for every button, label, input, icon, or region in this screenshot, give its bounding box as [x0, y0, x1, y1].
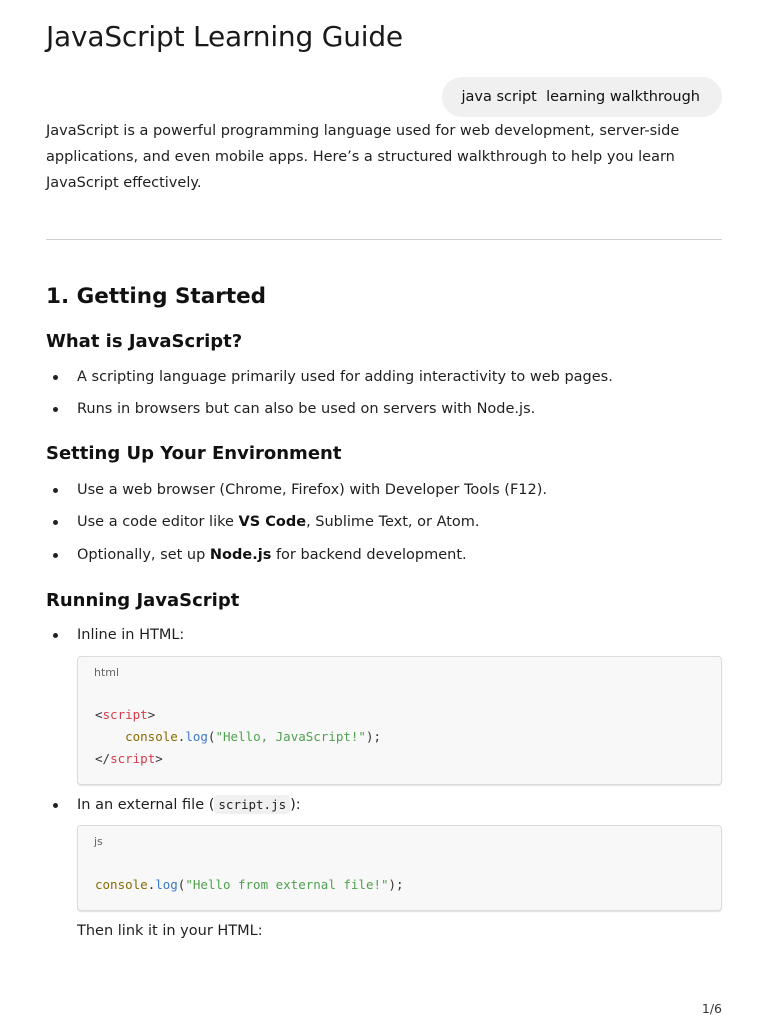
code-content	[95, 704, 381, 770]
bullet-icon	[53, 407, 58, 412]
bullet-icon	[53, 375, 58, 380]
subheading-setting-up-environment: Setting Up Your Environment	[46, 443, 342, 464]
bold-text-vs-code: VS Code	[238, 514, 307, 530]
subheading-running-javascript: Running JavaScript	[46, 590, 240, 611]
page-number: 1/6	[701, 1001, 722, 1016]
list-item-text: A scripting language primarily used for adding interactivity to web pages.	[77, 369, 613, 385]
code-token: log	[185, 729, 208, 744]
code-token: (	[177, 877, 186, 892]
subheading-what-is-javascript: What is JavaScript?	[46, 331, 243, 352]
inline-code-filename: script.js	[214, 795, 290, 814]
list-item-text: Runs in browsers but can also be used on servers with Node.js.	[77, 401, 536, 417]
list-item-text	[77, 794, 301, 816]
code-token: );	[388, 877, 404, 892]
list-item-text	[77, 544, 467, 566]
code-token: console	[125, 729, 178, 744]
code-content	[95, 874, 404, 896]
code-token: .	[147, 877, 156, 892]
code-token: script	[110, 751, 156, 766]
intro-paragraph: JavaScript is a powerful programming language used for web development, server-side applications, and even mobile apps. Here’s a structured walkthrough to help you learn JavaScript effectively.	[46, 123, 680, 191]
code-token: .	[177, 729, 186, 744]
code-language-label: html	[94, 666, 120, 679]
text-segment: ):	[290, 797, 301, 813]
code-token: </	[95, 751, 111, 766]
text-segment: Optionally, set up	[77, 547, 210, 563]
query-chip[interactable]: java script learning walkthrough	[442, 77, 722, 117]
text-segment: for backend development.	[271, 547, 467, 563]
text-segment: In an external file (	[77, 797, 215, 813]
code-token: "Hello from external file!"	[185, 877, 389, 892]
code-token: );	[365, 729, 382, 744]
code-block-html[interactable]	[77, 656, 722, 785]
list-item-text: Inline in HTML:	[77, 627, 185, 643]
code-token: >	[155, 751, 163, 766]
code-token: console	[95, 877, 148, 892]
section-heading-getting-started: 1. Getting Started	[46, 284, 267, 309]
bullet-icon	[53, 633, 58, 638]
bullet-icon	[53, 803, 58, 808]
code-block-js[interactable]	[77, 825, 722, 911]
text-segment: Use a code editor like	[77, 514, 239, 530]
bullet-icon	[53, 553, 58, 558]
code-token: log	[155, 877, 178, 892]
page-title: JavaScript Learning Guide	[46, 20, 403, 53]
list-item-text: Use a web browser (Chrome, Firefox) with Developer Tools (F12).	[77, 482, 548, 498]
code-token: >	[147, 707, 156, 722]
code-language-label: js	[94, 835, 103, 848]
bold-text-nodejs: Node.js	[209, 547, 272, 563]
code-token: <	[95, 707, 103, 722]
paragraph-text: Then link it in your HTML:	[77, 923, 263, 939]
bullet-icon	[53, 520, 58, 525]
code-token: script	[102, 707, 148, 722]
text-segment: , Sublime Text, or Atom.	[306, 514, 480, 530]
divider	[46, 239, 722, 240]
bullet-icon	[53, 488, 58, 493]
code-token: "Hello, JavaScript!"	[215, 729, 366, 744]
list-item-text	[77, 511, 480, 533]
code-token	[95, 729, 125, 744]
code-token: (	[207, 729, 216, 744]
